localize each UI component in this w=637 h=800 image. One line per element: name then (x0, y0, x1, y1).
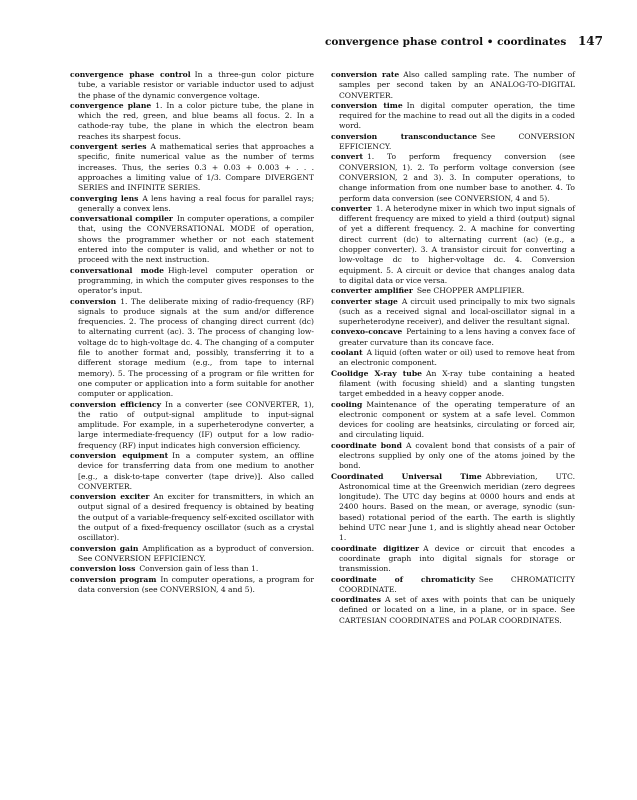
dictionary-entry (70, 564, 314, 574)
entry-definition: In a converter (see CONVERTER, 1), the ratio of output-signal amplitude to input-signal amplitude. For example, in a superheterodyne converter, a large intermediate-frequency (IF) output for a low radio-frequency (RF) input indicates high conversion efficiency. (78, 399, 314, 450)
dictionary-entry (331, 441, 575, 472)
dictionary-entry (331, 152, 575, 203)
dictionary-entry (331, 327, 575, 348)
dictionary-entry (70, 544, 314, 565)
entry-definition: An exciter for transmitters, in which an output signal of a desired frequency is obtained by beating the output of a variable-frequency self-excited oscillator with the output of a fixed-frequency oscillator (such as a crystal oscillator). (78, 492, 314, 543)
entry-term: convexo-concave (331, 327, 403, 337)
entry-term: conversion program (70, 574, 157, 584)
right-column (331, 70, 575, 626)
entry-definition: See CONVERSION EFFICIENCY. (339, 131, 575, 152)
dictionary-entry (70, 194, 314, 215)
entry-definition: A liquid (often water or oil) used to remove heat from an electronic component. (339, 348, 575, 368)
entry-definition: See CHROMATICITY COORDINATE. (339, 574, 575, 594)
entry-term: conversion time (331, 100, 403, 110)
entry-definition: 1. A heterodyne mixer in which two input signals of different frequency are mixed to yield a third (output) signal of yet a different frequency. 2. A machine for converting direct current (dc) to alternating current (ac) (e.g., a chopper converter). 3. A transistor circuit for converting a low-voltage dc to higher-voltage dc. 4. Conversion equipment. 5. A circuit or device that changes analog data to digital data or vice versa. (339, 203, 575, 285)
left-column (70, 70, 314, 595)
entry-term: convergence phase control (70, 70, 191, 79)
dictionary-entry (331, 369, 575, 400)
entry-term: conversational compiler (70, 214, 173, 224)
dictionary-entry (70, 297, 314, 400)
page-number: 147 (577, 34, 603, 48)
entry-definition: A device or circuit that encodes a coordinate graph into digital signals for storage or transmission. (339, 543, 575, 574)
entry-term: conversion gain (70, 543, 139, 553)
running-header (325, 34, 603, 48)
dictionary-entry (331, 286, 575, 296)
entry-term: coolant (331, 348, 363, 358)
entry-term: conversion transconductance (331, 131, 478, 141)
dictionary-entry (70, 492, 314, 543)
dictionary-entry (70, 70, 314, 101)
dictionary-entry (331, 101, 575, 132)
running-head: convergence phase control • coordinates (324, 36, 567, 48)
entry-definition: A set of axes with points that can be uniquely defined or located on a line, in a plane, or in space. See CARTESIAN COORDINATES and POLAR COORDINATES. (339, 595, 575, 625)
entry-definition: In a three-gun color picture tube, a variable resistor or variable inductor used to adjust the phase of the dynamic convergence voltage. (78, 70, 314, 100)
entry-term: convergent series (70, 142, 147, 152)
entry-term: conversion exciter (70, 492, 150, 502)
entry-term: coordinate of chromaticity (331, 574, 475, 584)
entry-definition: In computer operations, a program for data conversion (see CONVERSION, 4 and 5). (78, 574, 314, 594)
entry-term: Coordinated Universal Time (331, 471, 482, 481)
entry-term: convert (331, 152, 363, 162)
entry-term: Coolidge X-ray tube (331, 368, 422, 378)
dictionary-entry (331, 400, 575, 441)
entry-definition: A covalent bond that consists of a pair of electrons supplied by only one of the atoms joined by the bond. (339, 440, 575, 471)
entry-term: cooling (331, 399, 363, 409)
entry-definition: A mathematical series that approaches a specific, finite numerical value as the number of terms increases. Thus, the series 0.3 + 0.03 + 0.003 + . . . approaches a limiting value of 1/3. Compare DIVERGENT SERIES and INFINITE SERIES. (78, 142, 314, 193)
entry-definition: 1. The deliberate mixing of radio-frequency (RF) signals to produce signals at the sum and/or difference frequencies. 2. The process of changing direct current (dc) to alternating current (ac). 3. The process of changing low-voltage dc to high-voltage dc. 4. The changing of a computer file to another format and, possibly, transferring it to a different storage medium (e.g., from tape to internal memory). 5. The processing of a program or file written for one computer or application into a form suitable for another computer or application. (78, 296, 314, 399)
dictionary-entry (70, 451, 314, 492)
entry-definition: A circuit used principally to mix two signals (such as a received signal and local-oscillator signal in a superheterodyne receiver), and deliver the resultant signal. (339, 296, 575, 327)
entry-definition: In a computer system, an offline device for transferring data from one medium to another [e.g., a disk-to-tape converter (tape drive)]. Also called CONVERTER. (78, 450, 314, 491)
entry-definition: A lens having a real focus for parallel rays; generally a convex lens. (78, 193, 314, 213)
entry-term: converter stage (331, 296, 398, 306)
dictionary-entry (331, 595, 575, 626)
entry-definition: Also called sampling rate. The number of samples per second taken by an ANALOG-TO-DIGITAL CONVERTER. (339, 70, 575, 100)
entry-term: conversion efficiency (70, 399, 162, 409)
entry-term: conversational mode (70, 265, 165, 275)
entry-definition: Pertaining to a lens having a convex face of greater curvature than its concave face. (339, 327, 575, 347)
entry-definition: 1. To perform frequency conversion (see CONVERSION, 1). 2. To perform voltage conversion (see CONVERSION, 2 and 3). 3. In computer operations, to change information from one number base to another. 4. To perform data conversion (see CONVERSION, 4 and 5). (339, 152, 575, 203)
dictionary-entry (331, 575, 575, 596)
entry-definition: In digital computer operation, the time required for the machine to read out all the digits in a coded word. (339, 100, 575, 131)
entry-term: conversion (70, 296, 117, 306)
dictionary-entry (331, 297, 575, 328)
dictionary-entry (331, 544, 575, 575)
dictionary-entry (331, 132, 575, 153)
entry-definition: In computer operations, a compiler that, using the CONVERSATIONAL MODE of operation, shows the programmer whether or not each statement entered into the computer is valid, and whether or not to proceed with the next instruction. (78, 214, 314, 265)
entry-term: coordinate digitizer (331, 543, 420, 553)
dictionary-entry (331, 348, 575, 369)
entry-definition: Maintenance of the operating temperature of an electronic component or system at a safe level. Common devices for cooling are heatsinks, circulating or forced air, and circulating liquid. (339, 399, 575, 440)
dictionary-entry (70, 266, 314, 297)
dictionary-entry (70, 214, 314, 265)
entry-term: converging lens (70, 193, 139, 203)
entry-term: coordinate bond (331, 440, 402, 450)
entry-definition: Abbreviation, UTC. Astronomical time at the Greenwich meridian (zero degrees longitude). The UTC day begins at 0000 hours and ends at 2400 hours. Based on the mean, or average, synodic (sun-based) rotational period of the earth. The earth is slightly behind UTC near June 1, and is slightly ahead near October 1. (339, 471, 575, 543)
entry-definition: An X-ray tube containing a heated filament (with focusing shield) and a slanting tungsten target embedded in a heavy copper anode. (339, 368, 575, 399)
dictionary-entry (331, 70, 575, 101)
dictionary-entry (70, 101, 314, 142)
dictionary-entry (70, 575, 314, 596)
entry-term: conversion loss (70, 564, 136, 574)
dictionary-entry (331, 204, 575, 286)
entry-term: converter amplifier (331, 286, 413, 296)
entry-definition: Amplification as a byproduct of conversion. See CONVERSION EFFICIENCY. (78, 543, 314, 563)
entry-definition: High-level computer operation or programming, in which the computer gives responses to the operator's input. (78, 265, 314, 296)
entry-term: convergence plane (70, 100, 152, 110)
dictionary-entry (70, 142, 314, 193)
dictionary-entry (331, 472, 575, 544)
dictionary-entry (70, 400, 314, 451)
entry-definition: Conversion gain of less than 1. (139, 564, 259, 574)
entry-definition: See CHOPPER AMPLIFIER. (416, 286, 525, 296)
entry-term: converter (331, 203, 372, 213)
entry-definition: 1. In a color picture tube, the plane in which the red, green, and blue beams all focus. 2. In a cathode-ray tube, the plane in which the electron beam reaches its sharpest focus. (78, 100, 314, 141)
entry-term: conversion equipment (70, 450, 169, 460)
entry-term: coordinates (331, 595, 382, 605)
entry-term: conversion rate (331, 70, 400, 79)
